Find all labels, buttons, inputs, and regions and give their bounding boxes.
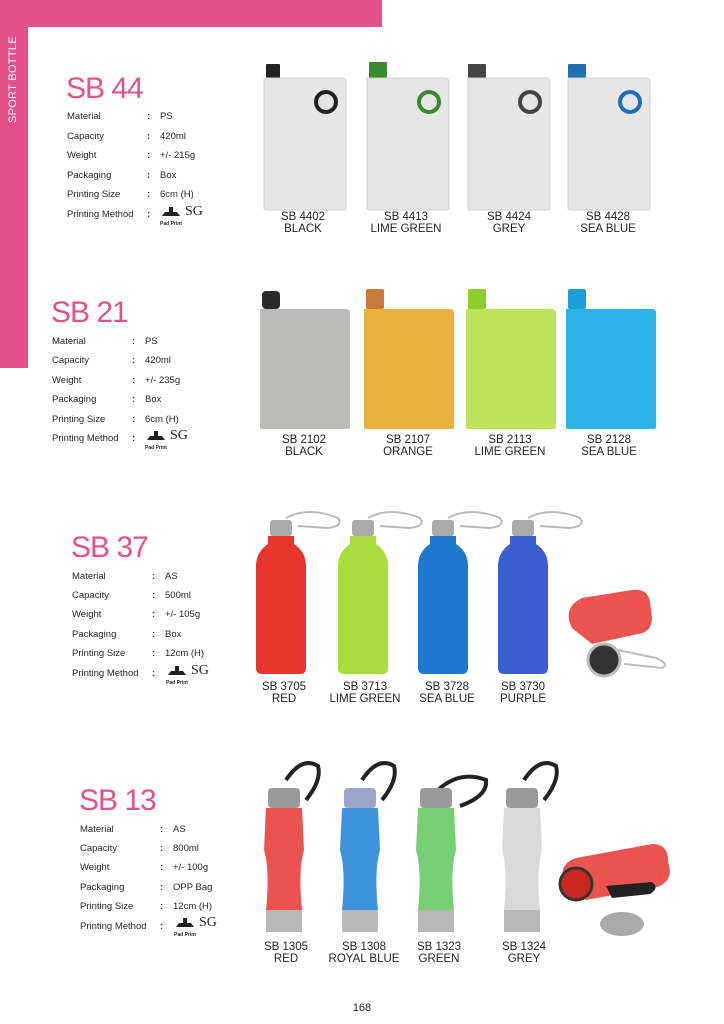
spec-label: Packaging xyxy=(67,170,112,181)
section-title: SB 21 xyxy=(51,296,128,329)
pad-print-icon xyxy=(166,665,188,677)
product-image xyxy=(338,760,398,940)
print-method: Pad Print SG xyxy=(160,204,203,227)
product-caption: SB 3705 RED xyxy=(261,681,307,705)
product-caption: SB 1305 RED xyxy=(263,941,309,965)
product-image xyxy=(564,289,658,431)
spec-value: +/- 215g xyxy=(160,150,196,161)
spec-value: PS xyxy=(160,111,173,122)
spec-label: Material xyxy=(67,111,101,122)
section-title: SB 37 xyxy=(71,531,148,564)
pad-print-icon xyxy=(174,917,196,929)
pad-print-icon xyxy=(145,430,167,442)
spec-value: Box xyxy=(160,170,177,181)
category-label: SPORT BOTTLE xyxy=(7,36,19,124)
spec-label: Weight xyxy=(67,150,97,161)
section-title: SB 44 xyxy=(66,72,143,105)
product-caption: SB 2102 BLACK xyxy=(281,434,327,458)
product-image xyxy=(414,760,488,940)
product-image xyxy=(262,62,348,212)
spec-label: Capacity xyxy=(67,131,104,142)
product-caption: SB 1308 ROYAL BLUE xyxy=(328,941,400,965)
spec-value: 6cm (H) xyxy=(160,189,194,200)
section-title: SB 13 xyxy=(79,784,156,817)
top-accent-band xyxy=(0,0,382,27)
product-caption: SB 3713 LIME GREEN xyxy=(329,681,401,705)
pad-print-icon xyxy=(160,206,182,218)
product-caption: SB 1323 GREEN xyxy=(416,941,462,965)
product-caption: SB 2113 LIME GREEN xyxy=(474,434,546,458)
product-image xyxy=(566,62,652,212)
product-caption: SB 2128 SEA BLUE xyxy=(581,434,637,458)
product-caption: SB 2107 ORANGE xyxy=(383,434,433,458)
product-image xyxy=(365,62,451,212)
product-image xyxy=(258,508,350,678)
product-image xyxy=(466,62,552,212)
product-image-open xyxy=(552,588,672,680)
spec-label: Printing Method xyxy=(67,209,134,220)
product-image-open xyxy=(556,842,674,940)
product-caption: SB 4402 BLACK xyxy=(280,211,326,235)
product-caption: SB 4413 LIME GREEN xyxy=(370,211,442,235)
print-method: Pad Print SG xyxy=(174,915,217,938)
product-caption: SB 3730 PURPLE xyxy=(499,681,547,705)
product-image xyxy=(464,289,558,431)
print-method: Pad Print SG xyxy=(166,663,209,686)
product-caption: SB 4428 SEA BLUE xyxy=(580,211,636,235)
spec-label: Printing Size xyxy=(67,189,121,200)
product-caption: SB 4424 GREY xyxy=(486,211,532,235)
product-image xyxy=(262,760,322,940)
product-image xyxy=(362,289,456,431)
page-number: 168 xyxy=(352,1002,372,1014)
spec-value: 420ml xyxy=(160,131,186,142)
product-image xyxy=(500,760,560,940)
print-method: Pad Print SG xyxy=(145,428,188,451)
product-caption: SB 1324 GREY xyxy=(501,941,547,965)
product-image xyxy=(258,289,352,431)
product-caption: SB 3728 SEA BLUE xyxy=(419,681,475,705)
sg-label: SG xyxy=(185,204,203,219)
